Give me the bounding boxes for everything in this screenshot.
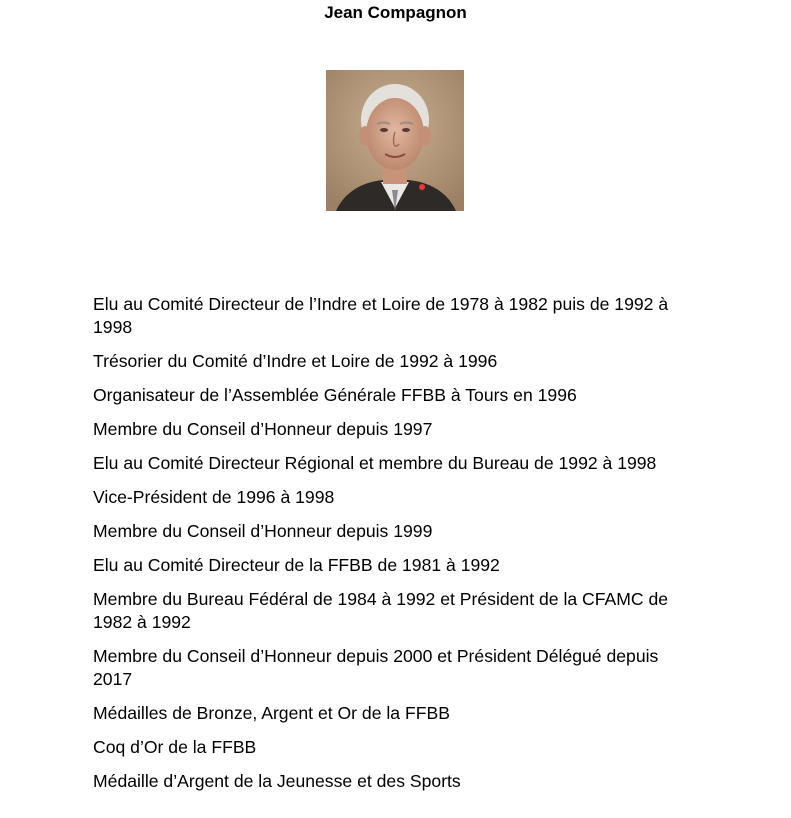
list-item: Organisateur de l’Assemblée Générale FFBB à Tours en 1996 <box>93 385 577 405</box>
list-item: Membre du Bureau Fédéral de 1984 à 1992 et Président de la CFAMC de 1982 à 1992 <box>93 589 669 632</box>
list-item: Coq d’Or de la FFBB <box>93 737 257 757</box>
person-portrait-icon <box>326 70 464 211</box>
list-item: Médaille d’Argent de la Jeunesse et des Sports <box>93 771 461 791</box>
list-item: Trésorier du Comité d’Indre et Loire de 1992 à 1996 <box>93 351 498 371</box>
career-list <box>93 293 698 804</box>
list-item: Membre du Conseil d’Honneur depuis 1997 <box>93 419 433 439</box>
list-item: Elu au Comité Directeur de l’Indre et Loire de 1978 à 1982 puis de 1992 à 1998 <box>93 294 669 337</box>
list-item: Membre du Conseil d’Honneur depuis 2000 et Président Délégué depuis 2017 <box>93 646 659 689</box>
list-item: Elu au Comité Directeur Régional et membre du Bureau de 1992 à 1998 <box>93 453 657 473</box>
page-title: Jean Compagnon <box>324 3 467 22</box>
list-item: Elu au Comité Directeur de la FFBB de 1981 à 1992 <box>93 555 500 575</box>
list-item: Vice-Président de 1996 à 1998 <box>93 487 335 507</box>
list-item: Médailles de Bronze, Argent et Or de la FFBB <box>93 703 450 723</box>
list-item: Membre du Conseil d’Honneur depuis 1999 <box>93 521 433 541</box>
portrait-photo <box>326 70 464 211</box>
